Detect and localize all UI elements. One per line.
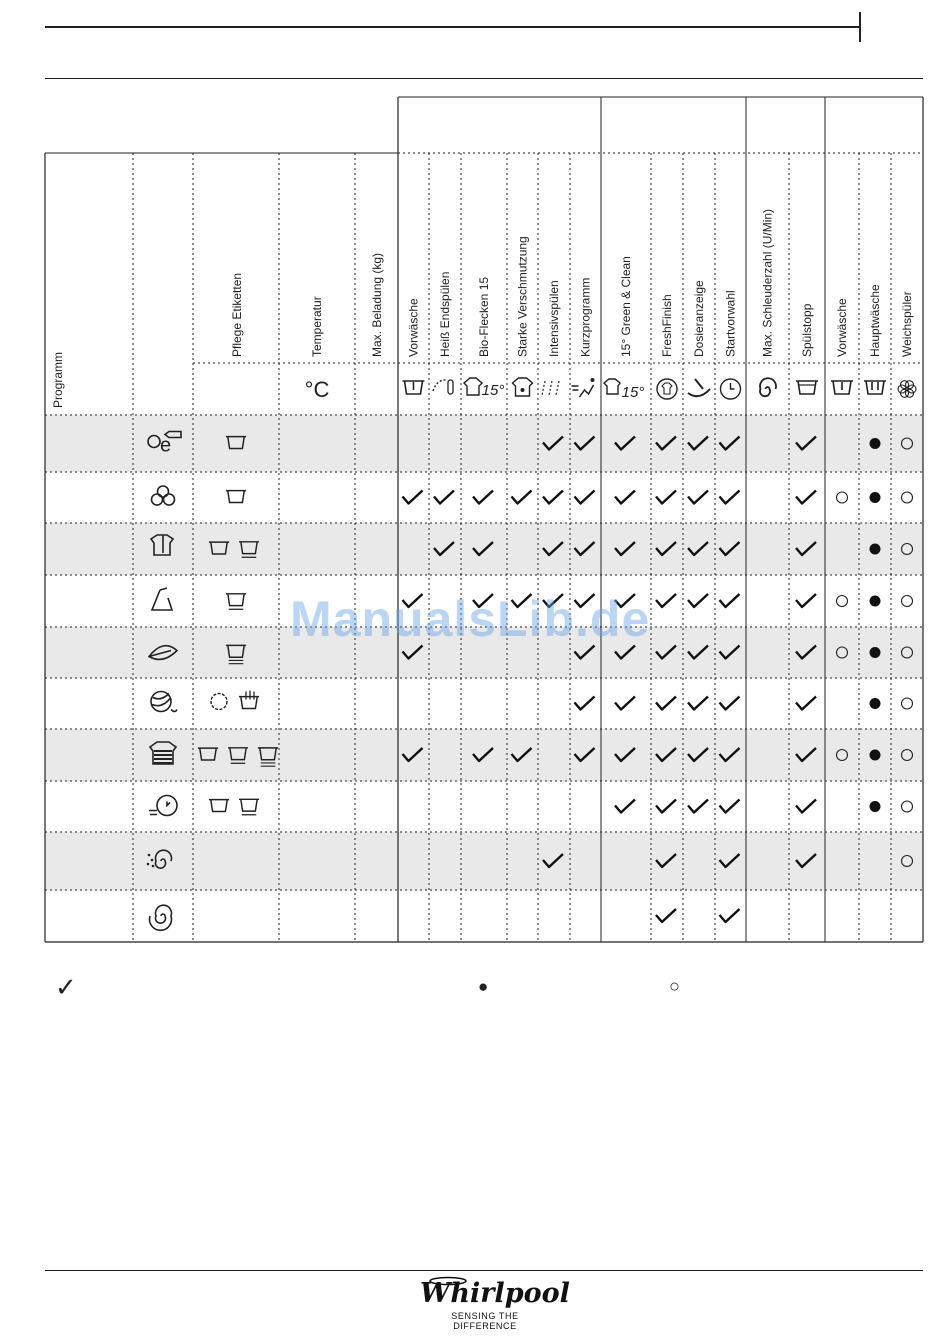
heavy-soil-icon — [513, 378, 533, 396]
green15-label: 15° — [621, 384, 645, 401]
green-clean-icon — [604, 379, 620, 394]
check-mark — [615, 697, 635, 710]
rinse-drop — [148, 854, 151, 857]
check-mark — [688, 491, 708, 504]
empty-dot — [902, 698, 913, 709]
header-option: Bio-Flecken 15 — [477, 276, 491, 357]
care-tub-bar-icon — [226, 594, 246, 609]
cotton-icon — [164, 494, 175, 505]
empty-dot — [902, 801, 913, 812]
check-mark — [720, 909, 740, 922]
header-option: Starke Verschmutzung — [515, 236, 530, 357]
check-mark — [796, 491, 816, 504]
stain-shirt-icon — [464, 378, 482, 395]
filled-dot — [870, 698, 881, 709]
whirlpool-logo — [420, 1272, 570, 1331]
header-option: FreshFinish — [660, 294, 674, 357]
check-mark — [720, 594, 740, 607]
empty-dot — [837, 596, 848, 607]
header-option: Kurzprogramm — [578, 277, 593, 357]
filled-dot — [870, 438, 881, 449]
synthetic-icon — [152, 588, 172, 610]
check-mark — [720, 491, 740, 504]
header-option: Vorwäsche — [406, 298, 421, 357]
header-option: Startvorwahl — [723, 290, 738, 357]
filled-dot — [870, 801, 881, 812]
filled-dot — [870, 544, 881, 555]
watermark: ManualsLib.de — [290, 591, 651, 647]
check-mark — [720, 800, 740, 813]
care-tub-icon — [226, 491, 246, 503]
filled-dot — [870, 596, 881, 607]
check-mark — [575, 491, 595, 504]
bio15-label: 15° — [481, 382, 505, 399]
filled-dot — [870, 750, 881, 761]
legend-filled-dot: ● — [478, 977, 489, 996]
check-mark — [403, 491, 423, 504]
hot-rinse-icon — [433, 380, 447, 391]
check-mark — [796, 594, 816, 607]
care-tub-bar-icon — [239, 799, 259, 814]
header-option: Spülstopp — [800, 303, 814, 357]
logo-swirl-icon — [426, 1276, 486, 1286]
header-programm: Programm — [51, 351, 65, 408]
rinse-drop — [147, 863, 150, 866]
heavy-soil-dot — [521, 388, 525, 392]
bottom-rule — [45, 1270, 923, 1271]
header-option: 15° Green & Clean — [619, 256, 633, 357]
fresh-finish-shirt — [662, 383, 672, 394]
rinse-hold-icon — [796, 381, 818, 394]
empty-dot — [902, 492, 913, 503]
header-option: Intensivspülen — [547, 280, 561, 357]
check-mark — [656, 594, 676, 607]
check-mark — [720, 697, 740, 710]
header-option: Dosieranzeige — [692, 280, 706, 357]
cotton-icon — [158, 486, 169, 497]
header-pflege-etiketten: Pflege Etiketten — [230, 272, 244, 357]
header-option: Vorwäsche — [835, 298, 849, 357]
woolmark-icon — [211, 694, 227, 710]
row-band — [45, 415, 923, 472]
check-mark — [543, 491, 563, 504]
empty-dot — [837, 492, 848, 503]
thermometer-icon — [448, 380, 453, 394]
intensive-rinse-icon — [549, 381, 552, 395]
check-mark — [688, 800, 708, 813]
check-mark — [575, 697, 595, 710]
fresh-finish-icon — [657, 379, 677, 399]
dosing-icon — [688, 379, 710, 396]
care-tub-icon — [209, 800, 229, 812]
filled-dot — [870, 647, 881, 658]
check-mark — [656, 909, 676, 922]
eco-e-glyph: e — [160, 434, 172, 457]
dispenser-main-icon — [864, 381, 886, 394]
intensive-rinse-icon — [542, 381, 545, 395]
spin-icon — [150, 905, 172, 930]
check-mark — [656, 800, 676, 813]
wool-strands — [152, 694, 177, 712]
header-temperatur: Temperatur — [310, 296, 324, 357]
header-option: Max. Schleuderzahl (U/Min) — [760, 208, 775, 357]
header-option: Hauptwäsche — [868, 284, 882, 357]
dispenser-main-mark — [872, 382, 878, 390]
logo-brand: Whirlpool — [420, 1278, 570, 1309]
check-mark — [688, 697, 708, 710]
hand-wash-fingers — [246, 691, 254, 700]
row-band — [45, 832, 923, 890]
hand-wash-icon — [239, 697, 259, 709]
header-option: Heiß Endspülen — [438, 271, 452, 357]
cotton-icon — [152, 494, 163, 505]
check-mark — [434, 491, 454, 504]
header-option: Weichspüler — [900, 291, 914, 357]
legend-empty-dot: ○ — [669, 976, 680, 996]
logo-tagline: SENSING THE DIFFERENCE — [451, 1311, 519, 1331]
rinse-drop — [152, 865, 155, 868]
spin-speed-icon — [760, 378, 776, 396]
delay-clock-hands — [731, 383, 735, 389]
check-mark — [796, 800, 816, 813]
check-mark — [656, 491, 676, 504]
check-mark — [688, 594, 708, 607]
check-mark — [473, 491, 493, 504]
header-max-beladung: Max. Beladung (kg) — [370, 252, 384, 357]
temperature-icon: °C — [304, 377, 330, 402]
filled-dot — [870, 492, 881, 503]
check-mark — [615, 800, 635, 813]
legend-check: ✓ — [55, 972, 77, 1002]
check-mark — [512, 491, 532, 504]
empty-dot — [902, 596, 913, 607]
intensive-rinse-icon — [556, 381, 559, 395]
check-mark — [796, 697, 816, 710]
check-mark — [615, 491, 635, 504]
check-mark — [656, 697, 676, 710]
quick-run-head — [591, 378, 595, 382]
rinse-drop — [151, 859, 154, 862]
quick-run-icon — [572, 385, 594, 397]
